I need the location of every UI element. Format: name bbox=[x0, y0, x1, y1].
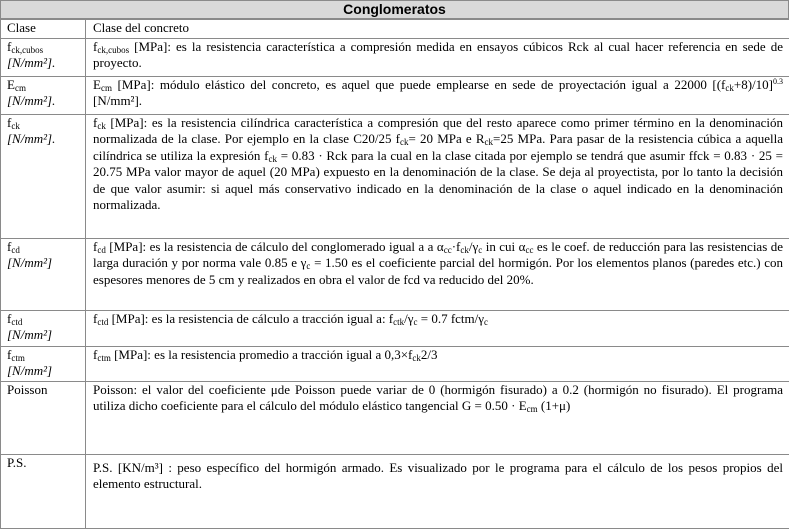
fctd-desc: $f_{ctd}$ [MPa]: es la resistencia de cálculo a tracción igual a: $f_{ctk}/\gamma_c = 0.7$ fctm/$\gamma_c$ bbox=[86, 310, 789, 346]
concrete-properties-table bbox=[0, 19, 789, 529]
poisson-term: Poisson bbox=[1, 381, 86, 454]
header-desc: Clase del concreto bbox=[86, 20, 789, 39]
fcd-term: $f_{cd}$ [N/mm²] bbox=[1, 238, 86, 310]
fck-cubos-desc: $f_{ck,cubos}$ [MPa]: es la resistencia característica a compresión medida en ensayos cúbicos Rck al cual hacer referencia en sede de proyecto. bbox=[86, 38, 789, 76]
header-term: Clase bbox=[1, 20, 86, 39]
table-row-ecm bbox=[1, 76, 789, 114]
table-title: Conglomeratos bbox=[0, 0, 789, 19]
table-row-ps bbox=[1, 454, 789, 528]
table-row-fcd bbox=[1, 238, 789, 310]
table-row-fck bbox=[1, 114, 789, 238]
fctm-term: $f_{ctm}$ [N/mm²] bbox=[1, 346, 86, 381]
ecm-desc: $E_{cm}$ [MPa]: módulo elástico del concreto, es aquel que puede emplearse en sede de proyectación igual a 22000 $[(f_{ck}+8)/10]^{0.3}$ [N/mm²]. bbox=[86, 76, 789, 114]
table-row-fctm bbox=[1, 346, 789, 381]
fctm-desc: $f_{ctm}$ [MPa]: es la resistencia promedio a tracción igual a $0,3\times f_{ck}2/3$ bbox=[86, 346, 789, 381]
fctd-term: $f_{ctd}$ [N/mm²] bbox=[1, 310, 86, 346]
table-row-poisson bbox=[1, 381, 789, 454]
fck-cubos-term: $f_{ck,cubos}$ [N/mm²]. bbox=[1, 38, 86, 76]
poisson-desc: Poisson: el valor del coeficiente μde Poisson puede variar de 0 (hormigón fisurado) a 0.2 (hormigón no fisurado). El programa utiliza dicho coeficiente para el cálculo del módulo elástico tangencial $G = 0.50 \cdot E_{cm}$ (1+μ) bbox=[86, 381, 789, 454]
ecm-term: $E_{cm}$ [N/mm²]. bbox=[1, 76, 86, 114]
fck-desc: $f_{ck}$ [MPa]: es la resistencia cilíndrica característica a compresión que del resto aparece como primer término en la denominación normalizada de la clase. Por ejemplo en la clase C20/25 $f_{ck}= 20$ MPa e $R_{ck}=25$ MPa. Para pasar de la resistencia cúbica a aquella cilíndrica se utiliza la expresión $f_{ck} = 0.83$ · Rck para la cual en la clase citada por ejemplo se tendrá que asumir ffck = 0.83 · 25 = 20.75 MPa valor mayor de aquel (20 MPa) expuesto en la denominación de la clase. Se deja al proyectista, por lo tanto la decisión de que valor asumir: si aquel más conservativo indicado en la denominación de la clase o aquel indicado en la denominación normalizada. bbox=[86, 114, 789, 238]
fck-term: $f_{ck}$ [N/mm²]. bbox=[1, 114, 86, 238]
table-row-fck-cubos bbox=[1, 38, 789, 76]
ps-desc: P.S. [KN/m³] : peso específico del hormigón armado. Es visualizado por le programa para el cálculo de los pesos propios del elemento estructural. bbox=[86, 454, 789, 528]
fcd-desc: $f_{cd}$ [MPa]: es la resistencia de cálculo del conglomerado igual a a $\alpha_{cc}\cdot f_{ck}/\gamma_c$ in cui $\alpha_{cc}$ es le coef. de reducción para las resistencias de larga duración y por norma vale 0.85 e $\gamma_c = 1.50$ es el coeficiente parcial del hormigón. Por los elementos planos (paredes etc.) con espesores menores de 5 cm y realizados en obra el valor de fcd va reducido del 20%. bbox=[86, 238, 789, 310]
table-row-fctd bbox=[1, 310, 789, 346]
table-row-header bbox=[1, 20, 789, 39]
ps-term: P.S. bbox=[1, 454, 86, 528]
